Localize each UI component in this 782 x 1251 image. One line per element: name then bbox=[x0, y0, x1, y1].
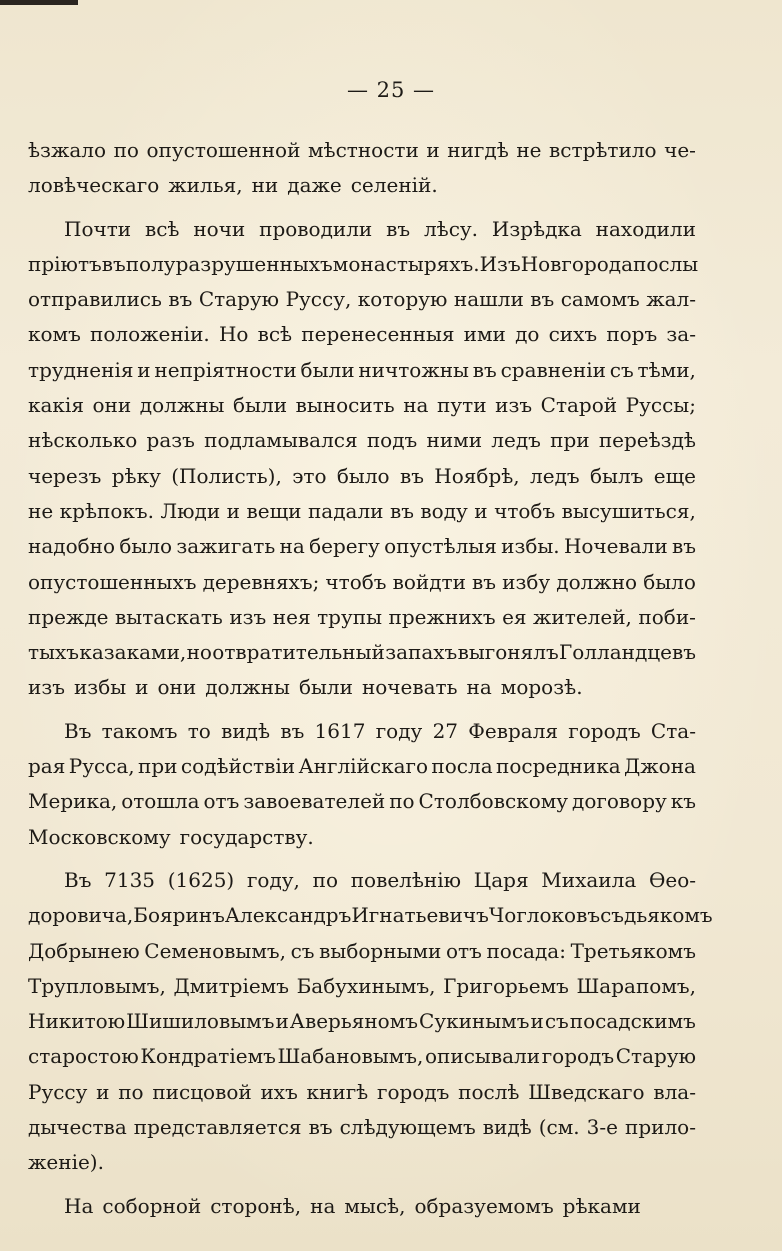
word: крѣпокъ. bbox=[59, 498, 154, 523]
word: трудненія bbox=[28, 357, 134, 382]
word: посла bbox=[431, 754, 493, 779]
word: переѣздѣ bbox=[598, 428, 696, 453]
word: Старую bbox=[198, 287, 280, 312]
text-line bbox=[28, 1004, 696, 1039]
word: лѣсу. bbox=[423, 216, 479, 241]
word: вытаскать bbox=[115, 604, 223, 629]
word: были bbox=[233, 393, 288, 418]
word: Руссы; bbox=[625, 393, 696, 418]
word: дычества bbox=[28, 1115, 127, 1140]
word: казаками, bbox=[79, 640, 187, 665]
word: рѣками bbox=[562, 1193, 641, 1218]
word: и bbox=[226, 498, 240, 523]
word: отошла bbox=[121, 789, 200, 814]
text-line bbox=[28, 784, 696, 819]
body-text bbox=[28, 133, 713, 1224]
word: по bbox=[113, 138, 139, 162]
text-line bbox=[28, 600, 696, 635]
word: пріютъ bbox=[28, 251, 102, 276]
text-line bbox=[28, 168, 696, 203]
word: городъ bbox=[376, 1079, 450, 1104]
word: 1617 bbox=[314, 718, 366, 743]
word: доровича, bbox=[28, 903, 134, 928]
word: содѣйствіи bbox=[180, 754, 296, 779]
word: На bbox=[64, 1193, 94, 1218]
word: войдти bbox=[392, 569, 466, 594]
word: на bbox=[279, 534, 305, 559]
word: были bbox=[298, 675, 353, 700]
word: старостою bbox=[28, 1044, 139, 1069]
word: ни bbox=[251, 173, 279, 198]
word: женіе). bbox=[28, 1150, 104, 1175]
word: это bbox=[292, 463, 327, 488]
word: отправились bbox=[28, 287, 162, 312]
word: сторонѣ, bbox=[210, 1193, 302, 1218]
word: выносить bbox=[295, 393, 395, 418]
word: дьякомъ bbox=[624, 903, 713, 928]
word: видѣ bbox=[221, 718, 271, 743]
text-line bbox=[28, 529, 696, 564]
word: въ bbox=[308, 1115, 333, 1140]
word: избу bbox=[502, 569, 551, 594]
word: городъ bbox=[568, 718, 641, 743]
word: Третьякомъ bbox=[570, 938, 696, 963]
text-line bbox=[28, 635, 696, 670]
word: даже bbox=[287, 173, 342, 198]
word: поръ bbox=[606, 322, 658, 347]
text-line bbox=[28, 969, 696, 1004]
word: на bbox=[466, 675, 492, 700]
word: падали bbox=[307, 498, 384, 523]
word: Сукинымъ bbox=[419, 1009, 530, 1034]
word: съ bbox=[544, 1009, 569, 1034]
word: Руссу, bbox=[285, 287, 352, 312]
word: мысѣ, bbox=[344, 1193, 406, 1218]
word: жал- bbox=[646, 287, 696, 312]
word: и bbox=[275, 1009, 289, 1034]
word: должны bbox=[139, 393, 225, 418]
word: которую bbox=[357, 287, 448, 312]
word: че- bbox=[664, 138, 696, 162]
word: было bbox=[119, 534, 173, 559]
word: Но bbox=[218, 322, 249, 347]
word: къ bbox=[670, 789, 696, 814]
word: Мерика, bbox=[28, 789, 118, 814]
word: и bbox=[135, 675, 149, 700]
word: въ bbox=[672, 534, 696, 559]
text-line bbox=[28, 714, 696, 749]
word: слѣдующемъ bbox=[339, 1115, 476, 1140]
word: Столбовскому bbox=[418, 789, 569, 814]
word: въ bbox=[389, 498, 414, 523]
word: съ bbox=[609, 357, 634, 382]
word: въ bbox=[472, 569, 497, 594]
word: нашли bbox=[453, 287, 524, 312]
word: непріятности bbox=[154, 357, 297, 382]
word: всѣ bbox=[144, 216, 180, 241]
word: Александръ bbox=[224, 903, 352, 928]
word: завоевателей bbox=[243, 789, 386, 814]
word: всѣ bbox=[257, 322, 293, 347]
text-line bbox=[28, 863, 696, 898]
word: вла- bbox=[653, 1079, 696, 1104]
word: монастыряхъ. bbox=[332, 251, 480, 276]
word: и bbox=[426, 138, 440, 162]
word: въ bbox=[101, 251, 126, 276]
word: то bbox=[187, 718, 211, 743]
word: посадскимъ bbox=[569, 1009, 696, 1034]
word: прило- bbox=[625, 1115, 696, 1140]
text-line bbox=[28, 820, 696, 855]
word: на bbox=[310, 1193, 336, 1218]
word: изъ bbox=[495, 393, 533, 418]
word: Ѳео- bbox=[648, 867, 696, 892]
word: опустошенной bbox=[146, 138, 301, 162]
word: по bbox=[389, 789, 415, 814]
word: деревняхъ; bbox=[202, 569, 320, 594]
word: ночи bbox=[193, 216, 246, 241]
text-line bbox=[28, 898, 713, 933]
word: въ bbox=[399, 463, 424, 488]
word: 3-е bbox=[586, 1115, 618, 1140]
word: избы. bbox=[501, 534, 560, 559]
text-line bbox=[28, 1039, 696, 1074]
text-line bbox=[28, 459, 696, 494]
text-line bbox=[28, 1189, 696, 1224]
word: въ bbox=[280, 718, 305, 743]
word: по bbox=[118, 1079, 144, 1104]
word: на bbox=[403, 393, 429, 418]
word: сихъ bbox=[548, 322, 598, 347]
word: Ночевали bbox=[563, 534, 668, 559]
text-line bbox=[28, 934, 696, 969]
word: изъ bbox=[229, 604, 267, 629]
word: избы bbox=[73, 675, 127, 700]
word: въ bbox=[168, 287, 193, 312]
word: въ bbox=[472, 357, 497, 382]
word: съ bbox=[290, 938, 315, 963]
word: Шабановымъ, bbox=[277, 1044, 424, 1069]
page-number: — 25 — bbox=[346, 78, 436, 102]
text-line bbox=[28, 670, 696, 705]
word: нея bbox=[272, 604, 311, 629]
word: Англійскаго bbox=[298, 754, 429, 779]
word: они bbox=[157, 675, 197, 700]
word: рая bbox=[28, 754, 66, 779]
word: ѣзжало bbox=[28, 138, 107, 162]
word: было bbox=[336, 463, 390, 488]
text-line bbox=[28, 388, 696, 423]
word: (см. bbox=[538, 1115, 580, 1140]
text-line bbox=[28, 423, 696, 458]
word: зажигать bbox=[176, 534, 276, 559]
word: рѣку bbox=[111, 463, 161, 488]
word: по bbox=[312, 867, 338, 892]
word: Добрынею bbox=[28, 938, 140, 963]
word: Шведскаго bbox=[528, 1079, 645, 1104]
word: отъ bbox=[203, 789, 240, 814]
word: Въ bbox=[64, 867, 92, 892]
word: ледъ bbox=[491, 428, 541, 453]
word: при bbox=[550, 428, 590, 453]
word: ледъ bbox=[530, 463, 580, 488]
word: должны bbox=[205, 675, 290, 700]
word: образуемомъ bbox=[414, 1193, 554, 1218]
word: послѣ bbox=[458, 1079, 520, 1104]
word: сравненіи bbox=[500, 357, 606, 382]
word: 7135 bbox=[104, 867, 156, 892]
word: писцовой bbox=[152, 1079, 252, 1104]
word: Московскому bbox=[28, 824, 171, 849]
word: при bbox=[138, 754, 178, 779]
word: (Полисть), bbox=[171, 463, 282, 488]
word: мѣстности bbox=[307, 138, 419, 162]
word: комъ bbox=[28, 322, 81, 347]
word: выгонялъ bbox=[457, 640, 559, 665]
word: трупы bbox=[317, 604, 382, 629]
word: еще bbox=[653, 463, 696, 488]
text-line bbox=[28, 565, 696, 600]
word: жилья, bbox=[168, 173, 243, 198]
word: Бабухинымъ, bbox=[296, 973, 436, 998]
word: Почти bbox=[64, 216, 132, 241]
word: и bbox=[530, 1009, 544, 1034]
word: ловѣческаго bbox=[28, 173, 160, 198]
word: Ста- bbox=[650, 718, 696, 743]
word: договору bbox=[572, 789, 667, 814]
word: такомъ bbox=[101, 718, 178, 743]
word: но bbox=[186, 640, 212, 665]
word: не bbox=[516, 138, 542, 162]
word: подъ bbox=[366, 428, 418, 453]
word: жителей, bbox=[533, 604, 632, 629]
text-line bbox=[28, 317, 696, 352]
word: Голландцевъ bbox=[559, 640, 696, 665]
word: за- bbox=[666, 322, 696, 347]
word: воду bbox=[420, 498, 468, 523]
word: полуразрушенныхъ bbox=[125, 251, 333, 276]
word: Аверьяномъ bbox=[289, 1009, 418, 1034]
word: Игнатьевичъ bbox=[351, 903, 489, 928]
text-line bbox=[28, 133, 696, 168]
word: соборной bbox=[102, 1193, 202, 1218]
word: послы bbox=[633, 251, 699, 276]
word: государству. bbox=[179, 824, 314, 849]
word: видѣ bbox=[482, 1115, 532, 1140]
word: въ bbox=[386, 216, 411, 241]
word: должно bbox=[556, 569, 638, 594]
text-line bbox=[28, 247, 699, 282]
word: въ bbox=[530, 287, 555, 312]
word: повелѣнію bbox=[350, 867, 462, 892]
word: описывали bbox=[425, 1044, 541, 1069]
word: посада: bbox=[486, 938, 566, 963]
word: ними bbox=[426, 428, 483, 453]
word: чтобъ bbox=[494, 498, 556, 523]
word: Шишиловымъ bbox=[126, 1009, 275, 1034]
word: встрѣтило bbox=[549, 138, 657, 162]
word: отъ bbox=[446, 938, 482, 963]
word: Февраля bbox=[468, 718, 559, 743]
word: году, bbox=[246, 867, 300, 892]
word: Старой bbox=[540, 393, 618, 418]
word: берегу bbox=[309, 534, 380, 559]
word: Изрѣдка bbox=[491, 216, 582, 241]
word: не bbox=[28, 498, 54, 523]
word: они bbox=[92, 393, 132, 418]
text-line bbox=[28, 353, 696, 388]
word: селеній. bbox=[350, 173, 438, 198]
word: поби- bbox=[638, 604, 696, 629]
word: нѣсколько bbox=[28, 428, 138, 453]
word: опустѣлыя bbox=[384, 534, 497, 559]
text-line bbox=[28, 749, 696, 784]
word: ея bbox=[502, 604, 527, 629]
word: тѣми, bbox=[637, 357, 696, 382]
word: Михаила bbox=[541, 867, 637, 892]
word: проводили bbox=[259, 216, 373, 241]
word: чтобъ bbox=[325, 569, 387, 594]
word: опустошенныхъ bbox=[28, 569, 197, 594]
word: книгѣ bbox=[306, 1079, 369, 1104]
text-line bbox=[28, 282, 696, 317]
word: находили bbox=[595, 216, 696, 241]
word: 27 bbox=[432, 718, 459, 743]
word: были bbox=[300, 357, 355, 382]
word: изъ bbox=[28, 675, 65, 700]
word: надобно bbox=[28, 534, 116, 559]
word: Бояринъ bbox=[133, 903, 225, 928]
word: подламывался bbox=[204, 428, 358, 453]
word: Руссу bbox=[28, 1079, 88, 1104]
word: выборными bbox=[319, 938, 442, 963]
word: прежде bbox=[28, 604, 109, 629]
word: Трупловымъ, bbox=[28, 973, 166, 998]
word: Кондратіемъ bbox=[140, 1044, 276, 1069]
word: и bbox=[474, 498, 488, 523]
word: Новгорода bbox=[520, 251, 634, 276]
word: Дмитріемъ bbox=[173, 973, 289, 998]
word: высушиться, bbox=[561, 498, 696, 523]
word: Русса, bbox=[68, 754, 135, 779]
word: Никитою bbox=[28, 1009, 126, 1034]
word: черезъ bbox=[28, 463, 102, 488]
word: посредника bbox=[496, 754, 621, 779]
text-line bbox=[28, 1075, 696, 1110]
word: Джона bbox=[624, 754, 696, 779]
word: положеніи. bbox=[90, 322, 210, 347]
word: Чоглоковъ bbox=[488, 903, 601, 928]
word: пути bbox=[437, 393, 487, 418]
word: морозѣ. bbox=[500, 675, 583, 700]
word: и bbox=[137, 357, 151, 382]
word: Изъ bbox=[479, 251, 521, 276]
word: Люди bbox=[160, 498, 221, 523]
word: съ bbox=[600, 903, 625, 928]
word: было bbox=[643, 569, 696, 594]
word: Старую bbox=[615, 1044, 696, 1069]
word: Въ bbox=[64, 718, 92, 743]
word: какія bbox=[28, 393, 84, 418]
scan-edge-mark bbox=[0, 0, 78, 5]
word: городъ bbox=[541, 1044, 615, 1069]
word: разъ bbox=[146, 428, 195, 453]
word: ночевать bbox=[361, 675, 458, 700]
word: самомъ bbox=[560, 287, 640, 312]
word: Ноябрѣ, bbox=[434, 463, 520, 488]
text-line bbox=[28, 212, 696, 247]
word: нигдѣ bbox=[447, 138, 509, 162]
word: перенесенныя bbox=[301, 322, 455, 347]
text-line bbox=[28, 1110, 696, 1145]
text-line bbox=[28, 1145, 696, 1180]
word: былъ bbox=[589, 463, 644, 488]
word: вещи bbox=[246, 498, 302, 523]
word: и bbox=[96, 1079, 110, 1104]
word: (1625) bbox=[167, 867, 235, 892]
word: прежнихъ bbox=[388, 604, 496, 629]
word: запахъ bbox=[385, 640, 458, 665]
word: ничтожны bbox=[358, 357, 469, 382]
word: до bbox=[515, 322, 540, 347]
word: ими bbox=[463, 322, 506, 347]
text-line bbox=[28, 494, 696, 529]
word: отвратительный bbox=[212, 640, 385, 665]
word: Шарапомъ, bbox=[576, 973, 696, 998]
word: ихъ bbox=[260, 1079, 298, 1104]
word: году bbox=[375, 718, 423, 743]
word: тыхъ bbox=[28, 640, 79, 665]
word: Царя bbox=[473, 867, 529, 892]
word: Григорьемъ bbox=[443, 973, 569, 998]
word: представляется bbox=[133, 1115, 302, 1140]
word: Семеновымъ, bbox=[144, 938, 286, 963]
